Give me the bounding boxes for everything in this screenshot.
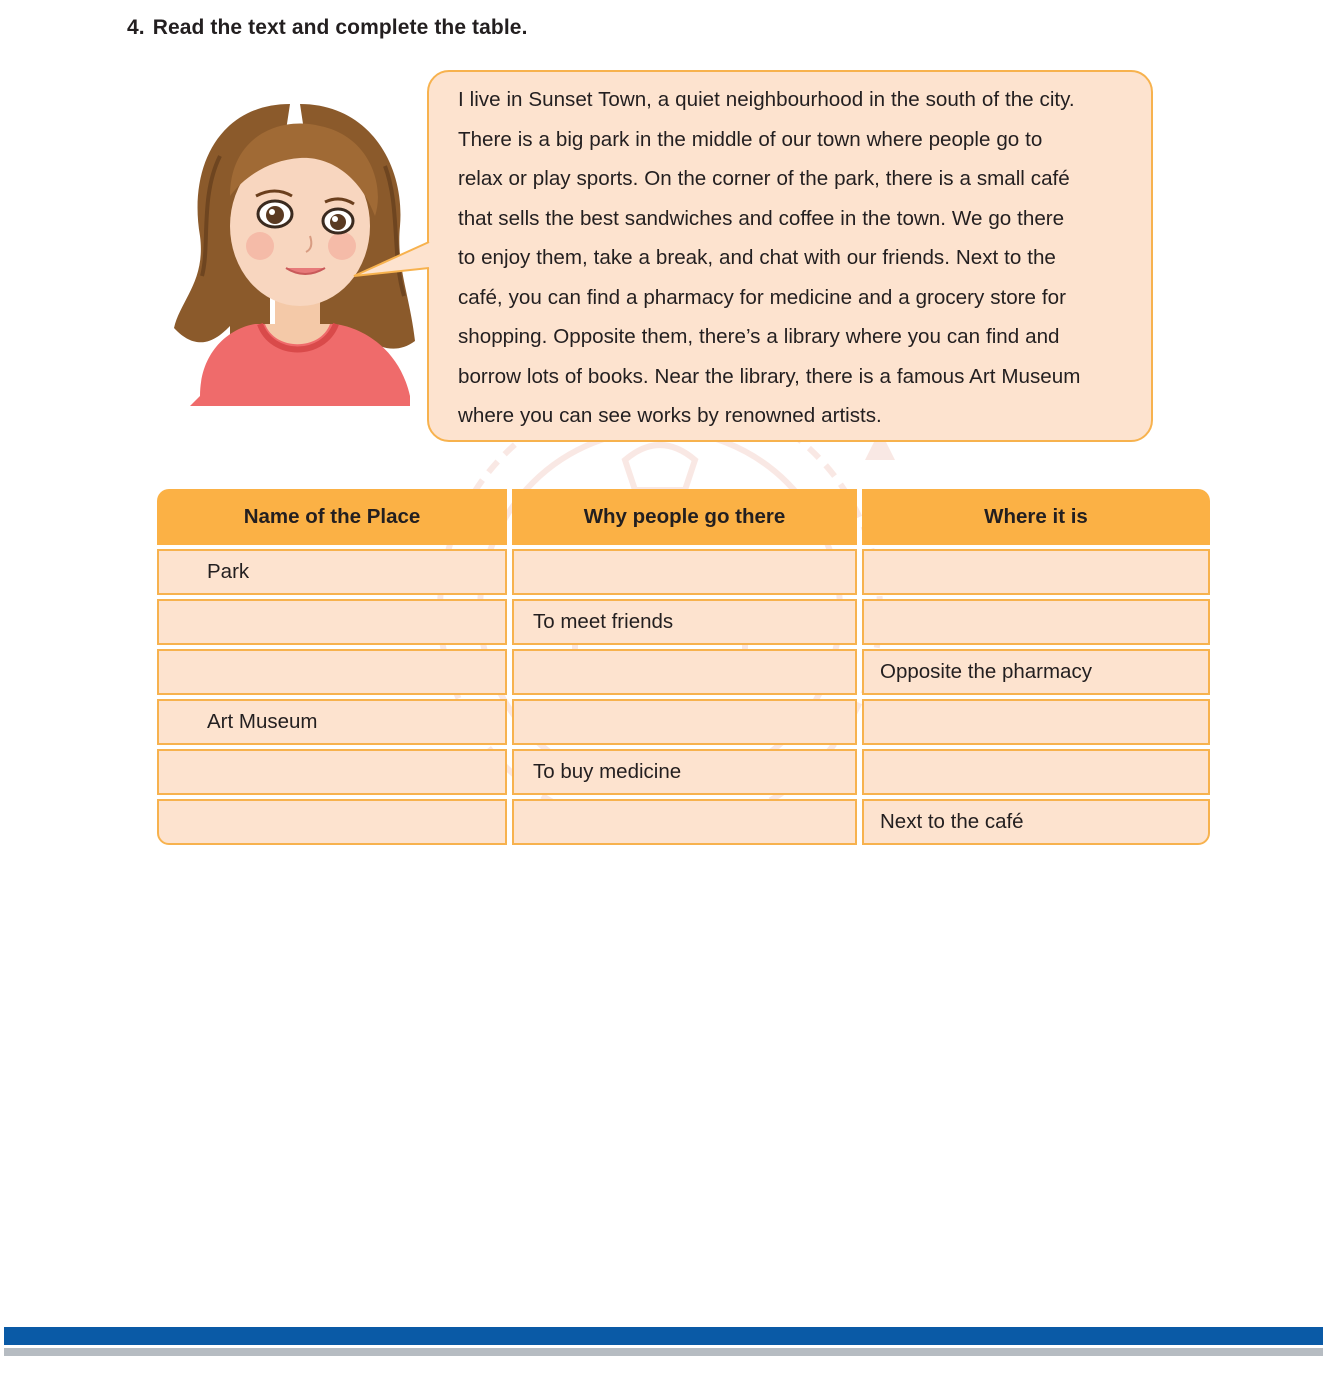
table-cell[interactable]: Park <box>157 549 507 595</box>
passage-line: There is a big park in the middle of our town where people go to <box>458 127 1043 151</box>
passage-line: relax or play sports. On the corner of the park, there is a small café <box>458 167 1070 190</box>
table-cell[interactable] <box>512 799 857 845</box>
table-cell[interactable]: To meet friends <box>512 599 857 645</box>
exercise-instruction-text: Read the text and complete the table. <box>152 16 528 39</box>
passage-line: to enjoy them, take a break, and chat with our friends. Next to the <box>458 246 1056 269</box>
exercise-instruction <box>127 16 528 40</box>
table-cell[interactable] <box>157 649 507 695</box>
table-row <box>157 749 1210 795</box>
table-cell[interactable] <box>512 549 857 595</box>
table-cell[interactable] <box>157 799 507 845</box>
table-cell[interactable] <box>862 699 1210 745</box>
table-cell[interactable] <box>512 649 857 695</box>
footer-divider <box>4 1348 1323 1356</box>
table-cell[interactable] <box>862 549 1210 595</box>
reading-passage <box>458 80 1131 436</box>
header-name-of-place: Name of the Place <box>157 489 507 545</box>
table-cell[interactable] <box>157 599 507 645</box>
header-why-people-go: Why people go there <box>512 489 857 545</box>
table-cell[interactable] <box>512 699 857 745</box>
table-cell[interactable] <box>862 599 1210 645</box>
speech-bubble <box>427 70 1153 442</box>
passage-line: I live in Sunset Town, a quiet neighbourhood in the south of the city. <box>458 88 1075 111</box>
passage-line: shopping. Opposite them, there’s a library where you can find and <box>458 325 1060 348</box>
table-row <box>157 799 1210 845</box>
exercise-number: 4. <box>127 16 145 39</box>
table-cell[interactable]: Opposite the pharmacy <box>862 649 1210 695</box>
passage-line: café, you can find a pharmacy for medicine and a grocery store for <box>458 285 1066 309</box>
header-where-it-is: Where it is <box>862 489 1210 545</box>
table-cell[interactable] <box>157 749 507 795</box>
table-cell[interactable]: To buy medicine <box>512 749 857 795</box>
passage-line: that sells the best sandwiches and coffee in the town. We go there <box>458 206 1065 230</box>
table-row <box>157 549 1210 595</box>
footer-bar <box>4 1327 1323 1345</box>
table-cell[interactable] <box>862 749 1210 795</box>
passage-line: borrow lots of books. Near the library, there is a famous Art Museum <box>458 364 1081 388</box>
passage-line: where you can see works by renowned artists. <box>458 404 882 427</box>
table-cell[interactable]: Art Museum <box>157 699 507 745</box>
places-table <box>157 489 1210 845</box>
table-row <box>157 699 1210 745</box>
table-header-row <box>157 489 1210 545</box>
speech-bubble-tail <box>350 238 432 282</box>
table-row <box>157 649 1210 695</box>
table-row <box>157 599 1210 645</box>
table-cell[interactable]: Next to the café <box>862 799 1210 845</box>
